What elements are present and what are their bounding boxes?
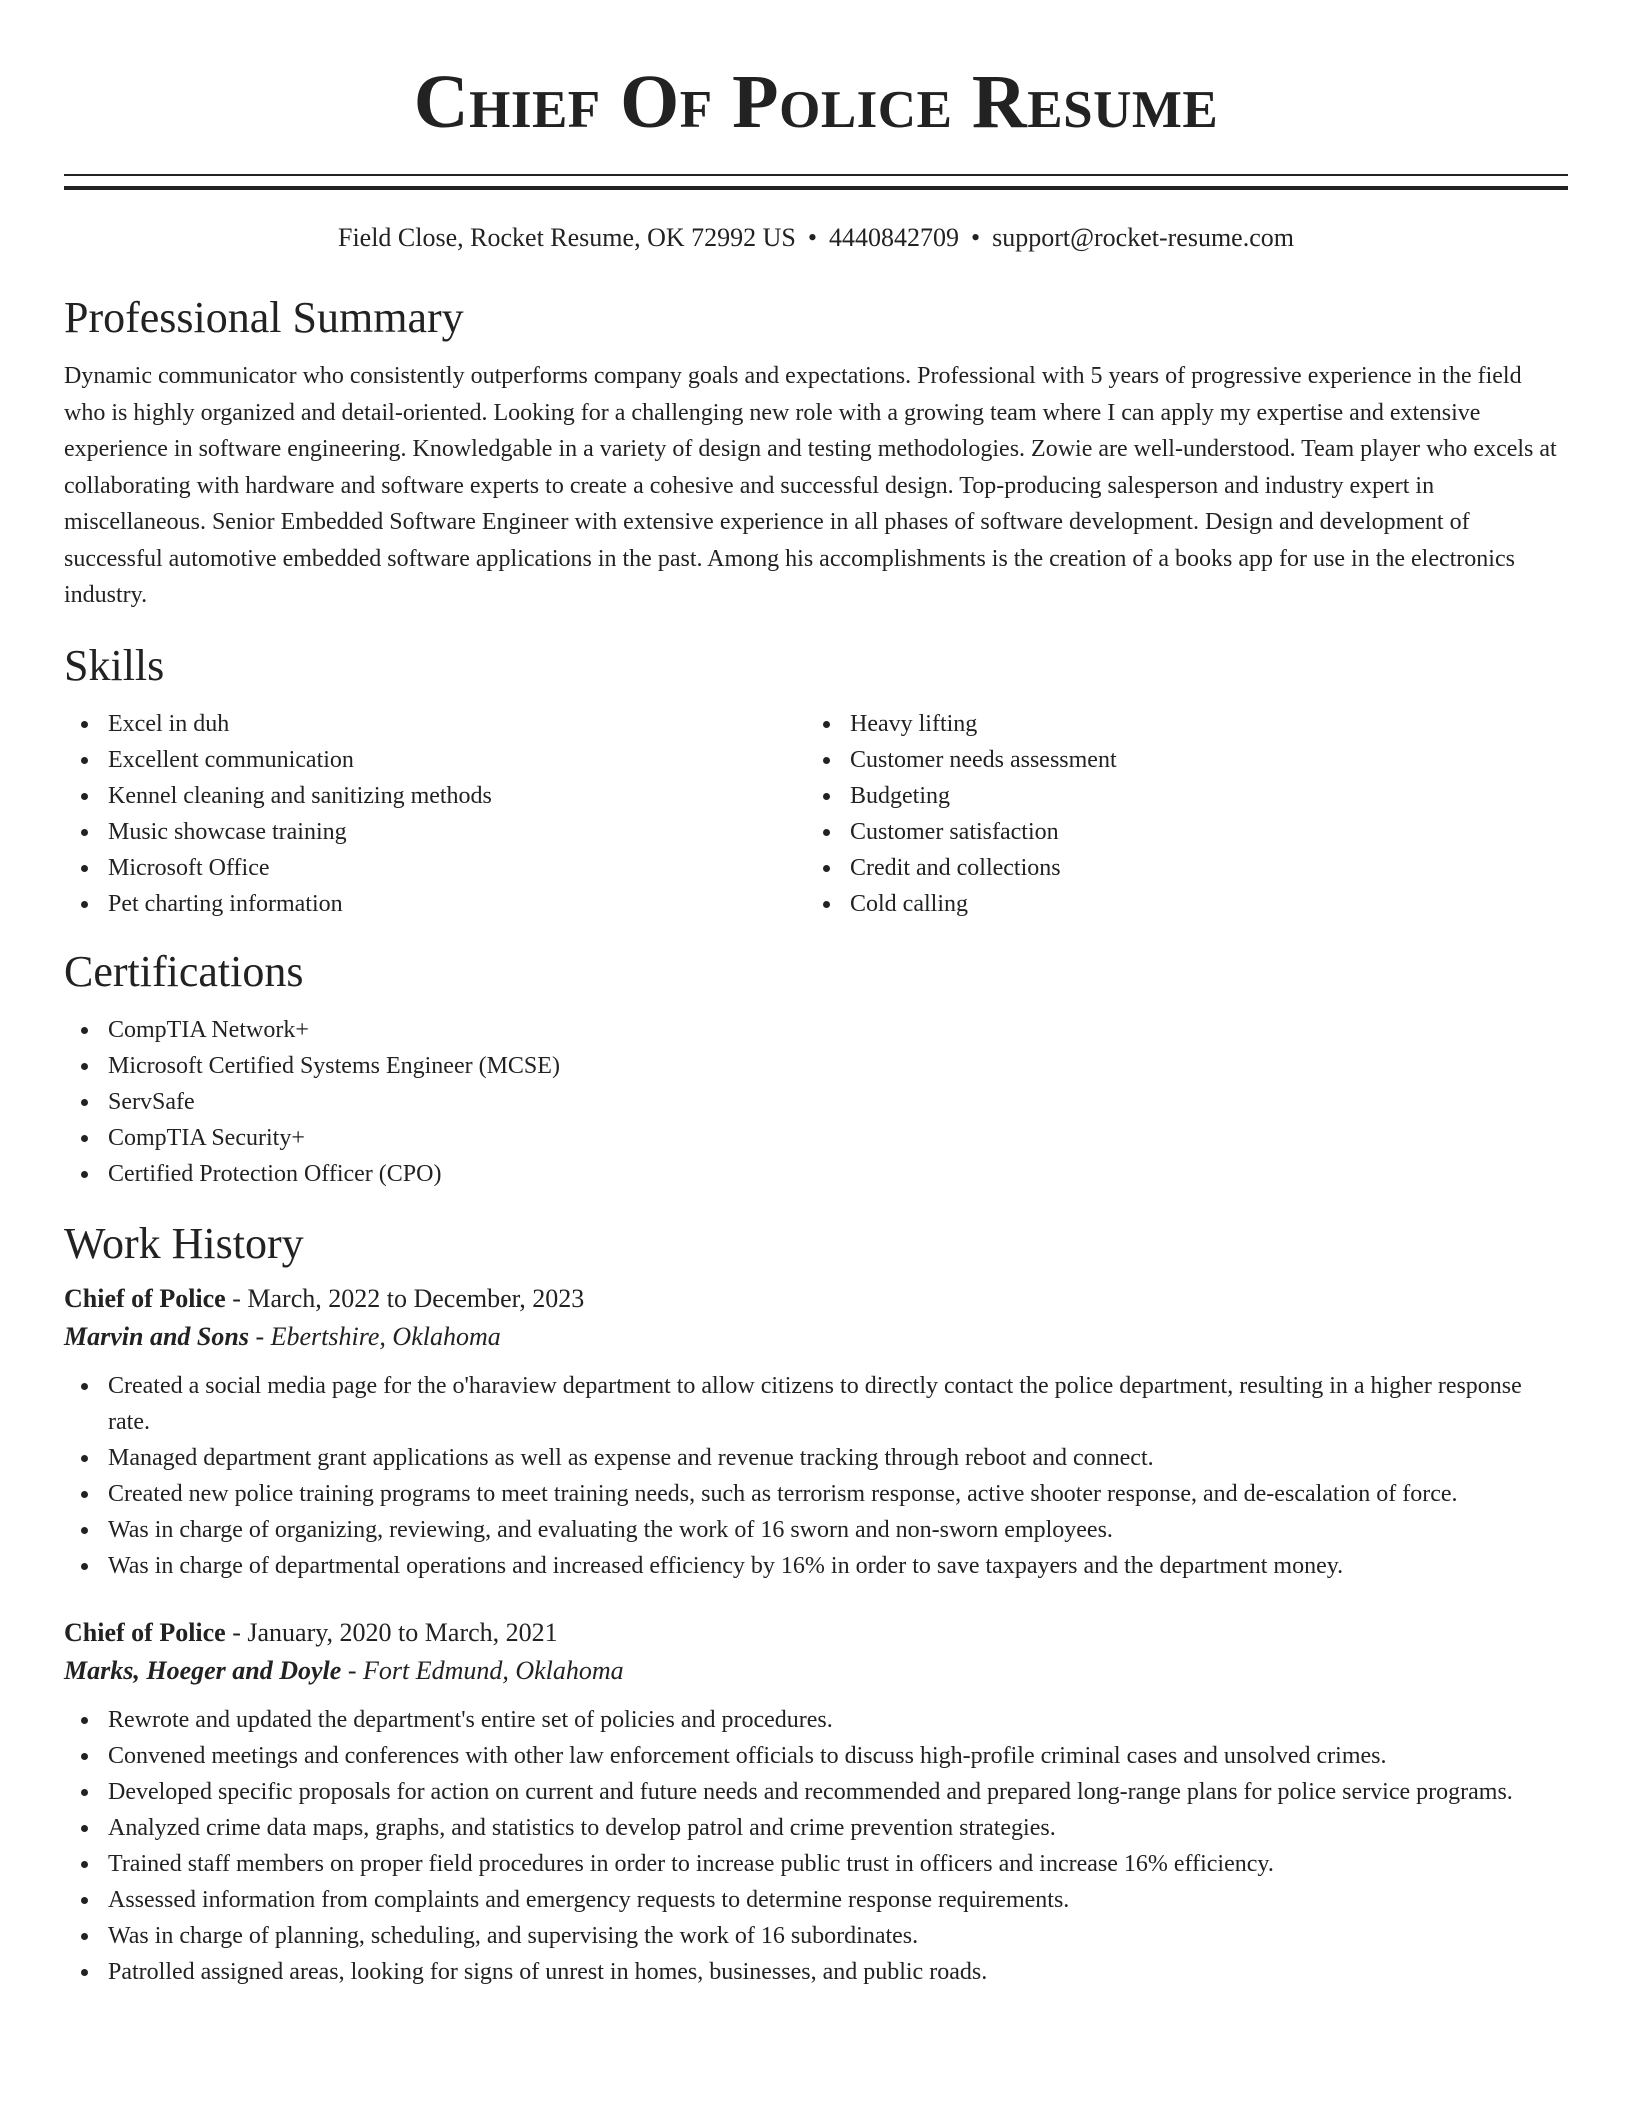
skill-item: Heavy lifting	[806, 706, 1548, 742]
skills-columns	[64, 706, 1568, 922]
job-entry	[64, 1280, 1568, 1584]
skill-item: Credit and collections	[806, 850, 1548, 886]
job-bullet: Patrolled assigned areas, looking for signs of unrest in homes, businesses, and public roads.	[64, 1954, 1568, 1990]
job-bullet: Was in charge of departmental operations and increased efficiency by 16% in order to save taxpayers and the department money.	[64, 1548, 1568, 1584]
professional-summary-section	[64, 292, 1568, 614]
job-bullet: Was in charge of planning, scheduling, and supervising the work of 16 subordinates.	[64, 1918, 1568, 1954]
section-heading: Certifications	[64, 946, 304, 996]
certification-item: ServSafe	[64, 1084, 1568, 1120]
certification-item: Certified Protection Officer (CPO)	[64, 1156, 1568, 1192]
certifications-list	[64, 1012, 1568, 1192]
job-title: Chief of Police	[64, 1617, 226, 1647]
job-bullet: Created new police training programs to meet training needs, such as terrorism response, active shooter response, and de-escalation of force.	[64, 1476, 1568, 1512]
skill-item: Kennel cleaning and sanitizing methods	[64, 778, 806, 814]
skill-item: Cold calling	[806, 886, 1548, 922]
job-employer-line	[64, 1652, 1568, 1690]
contact-phone: 4440842709	[828, 223, 959, 252]
job-dates: - January, 2020 to March, 2021	[225, 1617, 558, 1647]
skill-item: Microsoft Office	[64, 850, 806, 886]
job-bullet: Developed specific proposals for action on current and future needs and recommended and prepared long-range plans for police service programs.	[64, 1774, 1568, 1810]
certification-item: CompTIA Security+	[64, 1120, 1568, 1156]
certifications-section	[64, 946, 1568, 1192]
job-title-line	[64, 1280, 1568, 1318]
job-bullet: Trained staff members on proper field procedures in order to increase public trust in officers and increase 16% efficiency.	[64, 1846, 1568, 1882]
job-bullet: Convened meetings and conferences with other law enforcement officials to discuss high-profile criminal cases and unsolved crimes.	[64, 1738, 1568, 1774]
section-heading: Work History	[64, 1218, 304, 1268]
job-entry	[64, 1614, 1568, 1990]
skills-list-right	[806, 706, 1548, 922]
skill-item: Music showcase training	[64, 814, 806, 850]
skills-section	[64, 640, 1568, 922]
job-dates: - March, 2022 to December, 2023	[225, 1283, 585, 1313]
job-bullet: Managed department grant applications as well as expense and revenue tracking through reboot and connect.	[64, 1440, 1568, 1476]
skill-item: Budgeting	[806, 778, 1548, 814]
job-location: - Fort Edmund, Oklahoma	[341, 1655, 624, 1685]
contact-address: Field Close, Rocket Resume, OK 72992 US	[337, 223, 796, 252]
skill-item: Excel in duh	[64, 706, 806, 742]
job-bullet: Was in charge of organizing, reviewing, and evaluating the work of 16 sworn and non-sworn employees.	[64, 1512, 1568, 1548]
skill-item: Customer satisfaction	[806, 814, 1548, 850]
job-bullets	[64, 1702, 1568, 1990]
job-bullet: Created a social media page for the o'haraview department to allow citizens to directly contact the police department, resulting in a higher response rate.	[64, 1368, 1568, 1440]
job-title: Chief of Police	[64, 1283, 226, 1313]
contact-email: support@rocket-resume.com	[992, 223, 1294, 252]
job-title-line	[64, 1614, 1568, 1652]
section-heading: Professional Summary	[64, 293, 464, 342]
job-bullets	[64, 1368, 1568, 1584]
skill-item: Pet charting information	[64, 886, 806, 922]
skill-item: Excellent communication	[64, 742, 806, 778]
job-location: - Ebertshire, Oklahoma	[248, 1321, 501, 1351]
work-history-section	[64, 1218, 1568, 1990]
certification-item: Microsoft Certified Systems Engineer (MCSE)	[64, 1048, 1568, 1084]
contact-separator: •	[970, 223, 981, 252]
job-bullet: Rewrote and updated the department's entire set of policies and procedures.	[64, 1702, 1568, 1738]
job-company: Marvin and Sons	[64, 1321, 249, 1351]
title-divider	[64, 174, 1568, 190]
resume-title: Chief Of Police Resume	[413, 60, 1219, 144]
job-company: Marks, Hoeger and Doyle	[64, 1655, 342, 1685]
contact-separator: •	[807, 223, 817, 252]
certification-item: CompTIA Network+	[64, 1012, 1568, 1048]
contact-line	[64, 220, 1568, 256]
skill-item: Customer needs assessment	[806, 742, 1548, 778]
job-bullet: Assessed information from complaints and emergency requests to determine response requirements.	[64, 1882, 1568, 1918]
skills-list-left	[64, 706, 806, 922]
job-employer-line	[64, 1318, 1568, 1356]
summary-text: Dynamic communicator who consistently outperforms company goals and expectations. Professional with 5 years of progressive experience in the field who is highly organized and detail-oriented. Looking for a challenging new role with a growing team where I can apply my expertise and extensive experience in software engineering. Knowledgable in a variety of design and testing methodologies. Zowie are well-understood. Team player who excels at collaborating with hardware and software experts to create a cohesive and successful design. Top-producing salesperson and industry expert in miscellaneous. Senior Embedded Software Engineer with extensive experience in all phases of software development. Design and development of successful automotive embedded software applications in the past. Among his accomplishments is the creation of a books app for use in the electronics industry.	[64, 363, 1557, 608]
job-bullet: Analyzed crime data maps, graphs, and statistics to develop patrol and crime prevention strategies.	[64, 1810, 1568, 1846]
section-heading: Skills	[64, 640, 165, 690]
